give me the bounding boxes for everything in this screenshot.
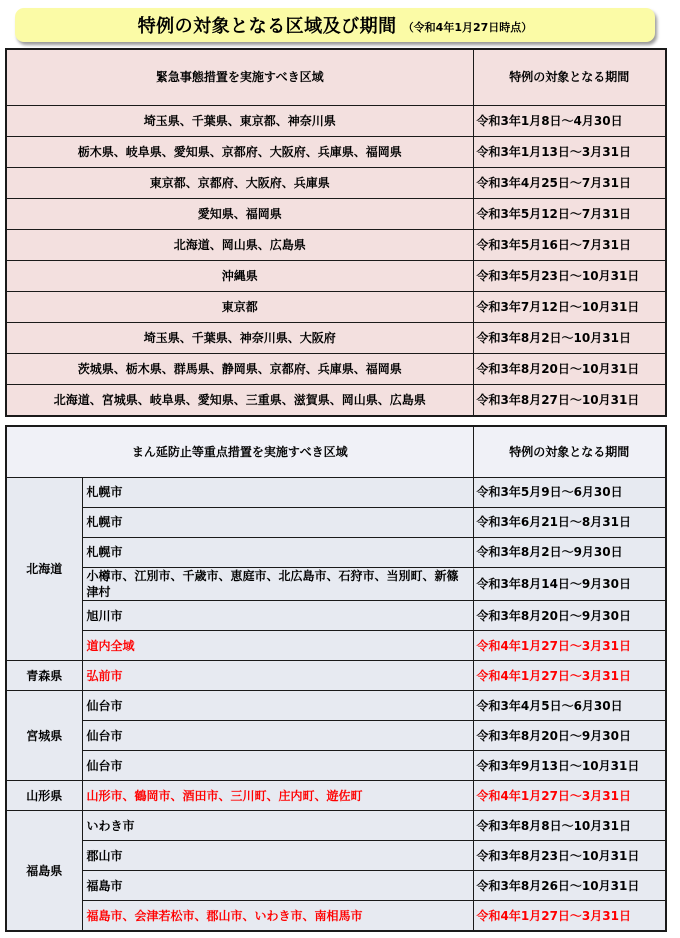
region-cell: 札幌市 — [82, 538, 473, 568]
table-row — [6, 691, 666, 721]
period-cell: 令和3年1月8日～4月30日 — [473, 106, 666, 137]
table-row — [6, 871, 666, 901]
region-cell: 福島市、会津若松市、郡山市、いわき市、南相馬市 — [82, 901, 473, 932]
period-cell: 令和3年8月27日～10月31日 — [473, 385, 666, 417]
period-cell: 令和3年8月23日～10月31日 — [473, 841, 666, 871]
period-cell: 令和3年4月25日～7月31日 — [473, 168, 666, 199]
table-row — [6, 841, 666, 871]
region-cell: 沖縄県 — [6, 261, 473, 292]
period-cell: 令和3年7月12日～10月31日 — [473, 292, 666, 323]
emergency-table-body — [6, 106, 666, 417]
period-cell: 令和4年1月27日～3月31日 — [473, 661, 666, 691]
period-cell: 令和3年8月2日～9月30日 — [473, 538, 666, 568]
table-row — [6, 901, 666, 932]
table-row — [6, 478, 666, 508]
page-title-bar — [15, 8, 655, 42]
region-cell: いわき市 — [82, 811, 473, 841]
period-cell: 令和3年5月23日～10月31日 — [473, 261, 666, 292]
table-row — [6, 568, 666, 601]
region-cell: 仙台市 — [82, 721, 473, 751]
table-row — [6, 292, 666, 323]
period-cell: 令和4年1月27日～3月31日 — [473, 631, 666, 661]
period-column-header: 特例の対象となる期間 — [473, 49, 666, 106]
table-row — [6, 137, 666, 168]
region-cell: 札幌市 — [82, 478, 473, 508]
table-row — [6, 721, 666, 751]
region-cell: 愛知県、福岡県 — [6, 199, 473, 230]
region-cell: 茨城県、栃木県、群馬県、静岡県、京都府、兵庫県、福岡県 — [6, 354, 473, 385]
table-row — [6, 811, 666, 841]
period-cell: 令和3年8月2日～10月31日 — [473, 323, 666, 354]
period-cell: 令和3年8月20日～9月30日 — [473, 601, 666, 631]
region-cell: 埼玉県、千葉県、東京都、神奈川県 — [6, 106, 473, 137]
table-row — [6, 508, 666, 538]
emergency-measures-table — [5, 48, 667, 417]
priority-measures-table — [5, 425, 667, 932]
table-row — [6, 106, 666, 137]
page-title-date-note: （令和4年1月27日時点） — [402, 21, 533, 34]
region-cell: 道内全域 — [82, 631, 473, 661]
table-row — [6, 631, 666, 661]
period-column-header: 特例の対象となる期間 — [473, 426, 666, 478]
period-cell: 令和3年8月26日～10月31日 — [473, 871, 666, 901]
prefecture-cell: 青森県 — [6, 661, 82, 691]
region-column-header: まん延防止等重点措置を実施すべき区域 — [6, 426, 473, 478]
period-cell: 令和3年8月14日～9月30日 — [473, 568, 666, 601]
region-cell: 小樽市、江別市、千歳市、恵庭市、北広島市、石狩市、当別町、新篠津村 — [82, 568, 473, 601]
period-cell: 令和3年4月5日～6月30日 — [473, 691, 666, 721]
table-row — [6, 230, 666, 261]
region-cell: 福島市 — [82, 871, 473, 901]
region-cell: 埼玉県、千葉県、神奈川県、大阪府 — [6, 323, 473, 354]
table-row — [6, 261, 666, 292]
period-cell: 令和4年1月27日～3月31日 — [473, 781, 666, 811]
region-cell: 札幌市 — [82, 508, 473, 538]
table-row — [6, 781, 666, 811]
table-row — [6, 385, 666, 417]
table-row — [6, 354, 666, 385]
region-column-header: 緊急事態措置を実施すべき区域 — [6, 49, 473, 106]
page-title: 特例の対象となる区域及び期間 — [137, 16, 397, 37]
table-row — [6, 168, 666, 199]
period-cell: 令和3年8月20日～10月31日 — [473, 354, 666, 385]
region-cell: 旭川市 — [82, 601, 473, 631]
prefecture-cell: 山形県 — [6, 781, 82, 811]
period-cell: 令和3年5月9日～6月30日 — [473, 478, 666, 508]
period-cell: 令和3年8月20日～9月30日 — [473, 721, 666, 751]
region-cell: 栃木県、岐阜県、愛知県、京都府、大阪府、兵庫県、福岡県 — [6, 137, 473, 168]
prefecture-cell: 北海道 — [6, 478, 82, 661]
region-cell: 仙台市 — [82, 691, 473, 721]
region-cell: 北海道、岡山県、広島県 — [6, 230, 473, 261]
table-header-row — [6, 49, 666, 106]
table-row — [6, 199, 666, 230]
period-cell: 令和3年8月8日～10月31日 — [473, 811, 666, 841]
table-row — [6, 601, 666, 631]
prefecture-cell: 福島県 — [6, 811, 82, 932]
region-cell: 弘前市 — [82, 661, 473, 691]
period-cell: 令和3年6月21日～8月31日 — [473, 508, 666, 538]
region-cell: 仙台市 — [82, 751, 473, 781]
table-row — [6, 538, 666, 568]
period-cell: 令和3年5月16日～7月31日 — [473, 230, 666, 261]
table-header-row — [6, 426, 666, 478]
period-cell: 令和3年1月13日～3月31日 — [473, 137, 666, 168]
priority-table-body — [6, 478, 666, 932]
prefecture-cell: 宮城県 — [6, 691, 82, 781]
region-cell: 東京都 — [6, 292, 473, 323]
table-row — [6, 661, 666, 691]
region-cell: 山形市、鶴岡市、酒田市、三川町、庄内町、遊佐町 — [82, 781, 473, 811]
table-row — [6, 323, 666, 354]
period-cell: 令和3年5月12日～7月31日 — [473, 199, 666, 230]
region-cell: 北海道、宮城県、岐阜県、愛知県、三重県、滋賀県、岡山県、広島県 — [6, 385, 473, 417]
period-cell: 令和3年9月13日～10月31日 — [473, 751, 666, 781]
region-cell: 東京都、京都府、大阪府、兵庫県 — [6, 168, 473, 199]
table-row — [6, 751, 666, 781]
period-cell: 令和4年1月27日～3月31日 — [473, 901, 666, 932]
region-cell: 郡山市 — [82, 841, 473, 871]
